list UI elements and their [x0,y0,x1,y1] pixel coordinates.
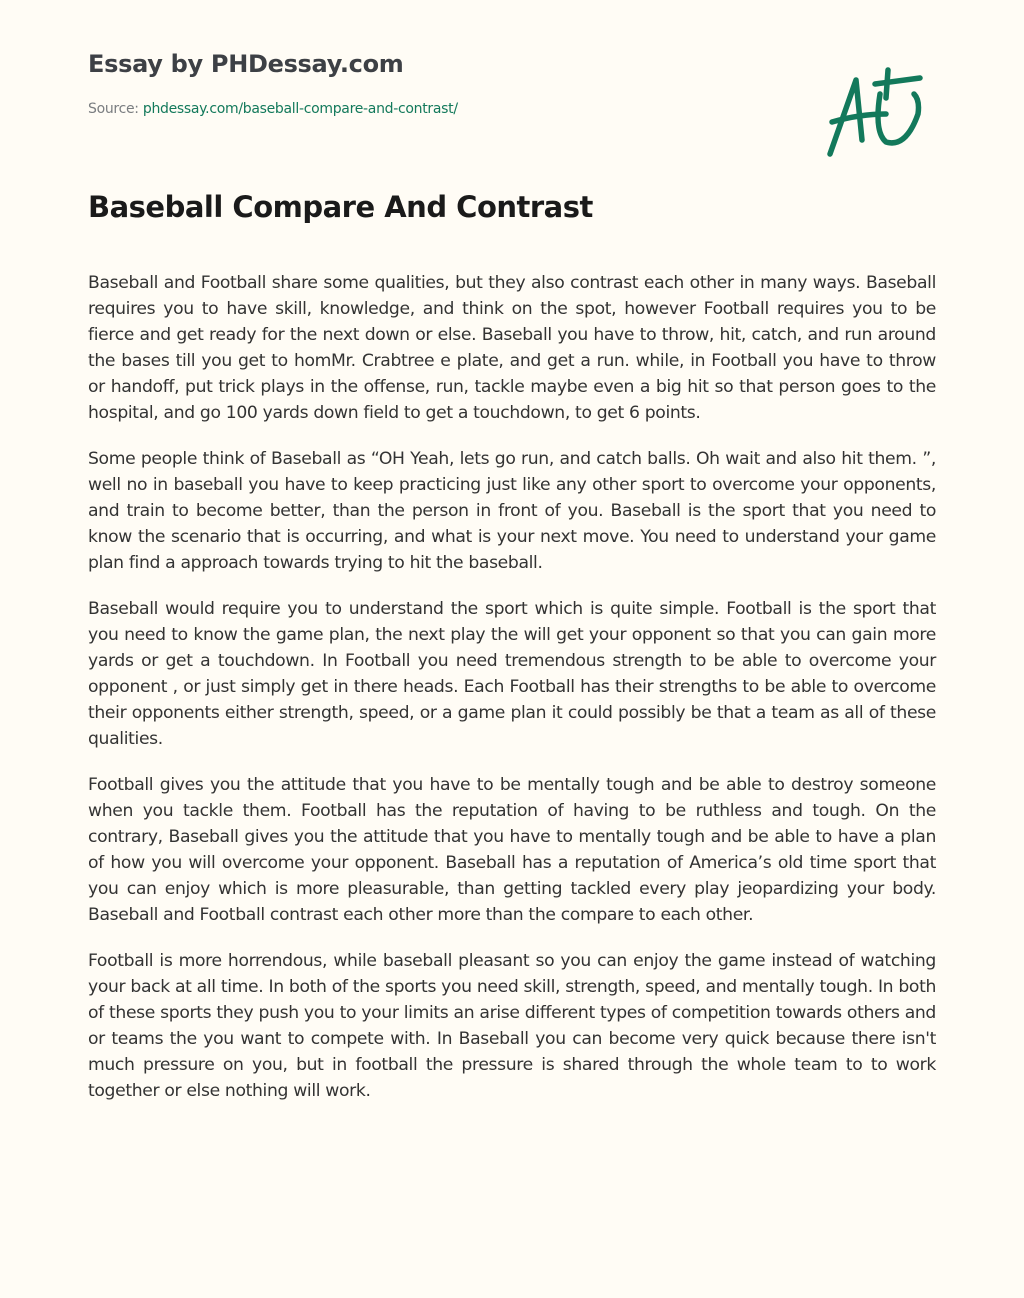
essay-title: Baseball Compare And Contrast [88,190,593,224]
source-link[interactable]: phdessay.com/baseball-compare-and-contrast/ [142,101,458,117]
paragraph: Football is more horrendous, while baseball pleasant so you can enjoy the game instead of watching your back at all time. In both of the sports you need skill, strength, speed, and mentally tough. In both of these sports they push you to your limits an arise different types of competition towards others and or teams the you want to compete with. In Baseball you can become very quick because there isn't much pressure on you, but in football the pressure is shared through the whole team to to work together or else nothing will work. [88,951,936,1101]
paragraph: Baseball would require you to understand the sport which is quite simple. Football is the sport that you need to know the game plan, the next play the will get your opponent so that you can gain more yards or get a touchdown. In Football you need tremendous strength to be able to overcome your opponent , or just simply get in there heads. Each Football has their strengths to be able to overcome their opponents either strength, speed, or a game plan it could possibly be that a team as all of these qualities. [88,599,936,749]
a-plus-logo-icon [820,64,930,160]
source-line [88,101,458,117]
site-brand: Essay by PHDessay.com [88,50,404,78]
source-label: Source: [88,101,139,117]
paragraph: Baseball and Football share some qualities, but they also contrast each other in many ways. Baseball requires you to have skill, knowledge, and think on the spot, however Football requires you to be fierce and get ready for the next down or else. Baseball you have to throw, hit, catch, and run around the bases till you get to homMr. Crabtree e plate, and get a run. while, in Football you have to throw or handoff, put trick plays in the offense, run, tackle maybe even a big hit so that person goes to the hospital, and go 100 yards down field to get a touchdown, to get 6 points. [88,273,936,423]
paragraph: Some people think of Baseball as “OH Yeah, lets go run, and catch balls. Oh wait and also hit them. ”, well no in baseball you have to keep practicing just like any other sport to overcome your opponents, and train to become better, than the person in front of you. Baseball is the sport that you need to know the scenario that is occurring, and what is your next move. You need to understand your game plan find a approach towards trying to hit the baseball. [88,449,936,573]
paragraph: Football gives you the attitude that you have to be mentally tough and be able to destroy someone when you tackle them. Football has the reputation of having to be ruthless and tough. On the contrary, Baseball gives you the attitude that you have to mentally tough and be able to have a plan of how you will overcome your opponent. Baseball has a reputation of America’s old time sport that you can enjoy which is more pleasurable, than getting tackled every play jeopardizing your body. Baseball and Football contrast each other more than the compare to each other. [88,775,936,925]
essay-body [88,270,936,1124]
